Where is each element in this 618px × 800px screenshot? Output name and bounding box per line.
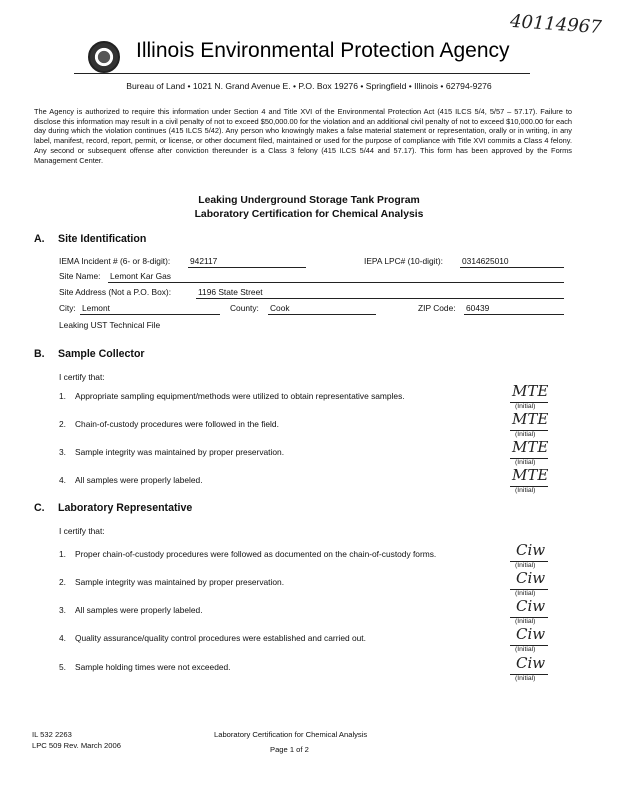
collector-initial-signature[interactable]: MTE bbox=[512, 466, 549, 484]
lab-item-number: 1. bbox=[59, 549, 66, 559]
county-label: County: bbox=[230, 303, 259, 313]
collector-item-text: Chain-of-custody procedures were followed in the field. bbox=[75, 419, 279, 429]
zip-code-underline bbox=[464, 314, 564, 315]
initial-label: (Initial) bbox=[515, 675, 536, 682]
lab-initial-signature[interactable]: Ciw bbox=[516, 569, 546, 587]
illinois-state-seal bbox=[88, 41, 120, 73]
agency-address: Bureau of Land • 1021 N. Grand Avenue E. • P.O. Box 19276 • Springfield • Illinois • 62794-9276 bbox=[126, 81, 492, 91]
lab-initial-signature[interactable]: Ciw bbox=[516, 597, 546, 615]
city-label: City: bbox=[59, 303, 76, 313]
lab-item-number: 5. bbox=[59, 662, 66, 672]
collector-initial-signature[interactable]: MTE bbox=[512, 382, 549, 400]
lab-item-number: 2. bbox=[59, 577, 66, 587]
lpc-number-label: IEPA LPC# (10-digit): bbox=[364, 256, 443, 266]
collector-initial-signature[interactable]: MTE bbox=[512, 438, 549, 456]
handwritten-document-number: 40114967 bbox=[509, 10, 603, 39]
iema-incident-label: IEMA Incident # (6- or 8-digit): bbox=[59, 256, 171, 266]
initial-label: (Initial) bbox=[515, 403, 536, 410]
footer-form-revision: LPC 509 Rev. March 2006 bbox=[32, 741, 121, 750]
iema-incident-underline bbox=[188, 267, 306, 268]
lab-item-text: Sample holding times were not exceeded. bbox=[75, 662, 231, 672]
collector-item-text: Appropriate sampling equipment/methods were utilized to obtain representative samples. bbox=[75, 391, 405, 401]
county-value[interactable]: Cook bbox=[270, 303, 290, 313]
initial-label: (Initial) bbox=[515, 590, 536, 597]
initial-label: (Initial) bbox=[515, 646, 536, 653]
section-b-letter: B. bbox=[34, 348, 45, 360]
site-name-label: Site Name: bbox=[59, 271, 101, 281]
collector-item-number: 2. bbox=[59, 419, 66, 429]
lab-initial-signature[interactable]: Ciw bbox=[516, 625, 546, 643]
collector-item-text: All samples were properly labeled. bbox=[75, 475, 203, 485]
section-a-letter: A. bbox=[34, 233, 45, 245]
lab-initial-signature[interactable]: Ciw bbox=[516, 541, 546, 559]
collector-item-number: 3. bbox=[59, 447, 66, 457]
legal-notice: The Agency is authorized to require this information under Section 4 and Title XVI of the Environmental Protection Act (415 ILCS 5/4, 5/57 – 57.17). Failure to disclose this information may result in a civil penalty of not to exceed $50,000.00 for the violation and an additional civil penalty of not to exceed $10,000.00 for each day during which the violation continues (415 ILCS 5/42). Any person who knowingly makes a false material statement or representation, orally or in writing, in any label, manifest, record, report, permit, or license, or other document filed, maintained or used for the purpose of compliance with Title XVI commits a Class 4 felony. Any second or subsequent offense after conviction thereunder is a Class 3 felony (415 ILCS 5/44 and 57.17). This form has been approved by the Forms Management Center. bbox=[34, 107, 572, 165]
program-title: Leaking Underground Storage Tank Program bbox=[198, 195, 420, 206]
technical-file-label: Leaking UST Technical File bbox=[59, 320, 161, 330]
lpc-number-underline bbox=[460, 267, 564, 268]
site-name-value[interactable]: Lemont Kar Gas bbox=[110, 271, 171, 281]
lab-item-text: Quality assurance/quality control procedures were established and carried out. bbox=[75, 633, 366, 643]
initial-label: (Initial) bbox=[515, 487, 536, 494]
section-c-title: Laboratory Representative bbox=[58, 502, 193, 514]
section-b-title: Sample Collector bbox=[58, 348, 145, 360]
lab-item-text: Proper chain-of-custody procedures were followed as documented on the chain-of-custody forms. bbox=[75, 549, 437, 559]
agency-title: Illinois Environmental Protection Agency bbox=[136, 39, 510, 62]
site-name-underline bbox=[108, 282, 564, 283]
section-a-title: Site Identification bbox=[58, 233, 147, 245]
site-address-underline bbox=[196, 298, 564, 299]
section-c-certify: I certify that: bbox=[59, 526, 105, 536]
lab-item-number: 3. bbox=[59, 605, 66, 615]
lab-initial-signature[interactable]: Ciw bbox=[516, 654, 546, 672]
initial-label: (Initial) bbox=[515, 459, 536, 466]
collector-item-text: Sample integrity was maintained by proper preservation. bbox=[75, 447, 285, 457]
county-underline bbox=[268, 314, 376, 315]
section-b-certify: I certify that: bbox=[59, 372, 105, 382]
initial-label: (Initial) bbox=[515, 562, 536, 569]
city-underline bbox=[80, 314, 220, 315]
header-rule bbox=[74, 73, 530, 74]
lpc-number-value[interactable]: 0314625010 bbox=[462, 256, 509, 266]
lab-item-text: Sample integrity was maintained by proper preservation. bbox=[75, 577, 285, 587]
collector-item-number: 1. bbox=[59, 391, 66, 401]
zip-code-value[interactable]: 60439 bbox=[466, 303, 490, 313]
site-address-label: Site Address (Not a P.O. Box): bbox=[59, 287, 172, 297]
collector-item-number: 4. bbox=[59, 475, 66, 485]
footer-form-title: Laboratory Certification for Chemical Analysis bbox=[214, 730, 368, 739]
site-address-value[interactable]: 1196 State Street bbox=[198, 287, 263, 297]
collector-initial-signature[interactable]: MTE bbox=[512, 410, 549, 428]
footer-form-code: IL 532 2263 bbox=[32, 730, 72, 739]
zip-code-label: ZIP Code: bbox=[418, 303, 456, 313]
form-title: Laboratory Certification for Chemical Analysis bbox=[194, 209, 424, 220]
city-value[interactable]: Lemont bbox=[82, 303, 110, 313]
section-c-letter: C. bbox=[34, 502, 45, 514]
lab-item-number: 4. bbox=[59, 633, 66, 643]
footer-page-number: Page 1 of 2 bbox=[270, 745, 309, 754]
initial-label: (Initial) bbox=[515, 431, 536, 438]
initial-label: (Initial) bbox=[515, 618, 536, 625]
iema-incident-value[interactable]: 942117 bbox=[190, 256, 218, 266]
lab-item-text: All samples were properly labeled. bbox=[75, 605, 203, 615]
